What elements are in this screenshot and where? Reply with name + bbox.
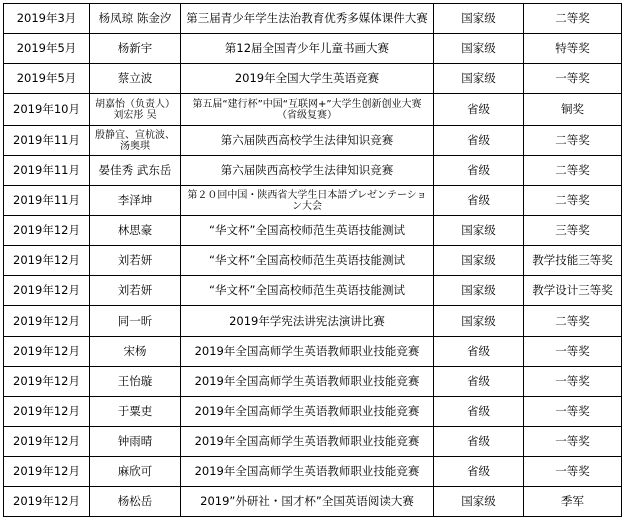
competition-cell: 2019年全国高师学生英语教师职业技能竞赛	[181, 426, 434, 456]
award-cell: 一等奖	[524, 336, 622, 366]
name-cell: 李泽坤	[90, 186, 181, 216]
table-row	[4, 306, 622, 336]
competition-cell: 第12届全国青少年儿童书画大赛	[181, 34, 434, 64]
name-cell: 麻欣可	[90, 456, 181, 486]
award-cell: 二等奖	[524, 4, 622, 34]
table-row	[4, 216, 622, 246]
date-cell: 2019年12月	[4, 486, 90, 516]
competition-cell: 第三届青少年学生法治教育优秀多媒体课件大赛	[181, 4, 434, 34]
level-cell: 国家级	[434, 216, 524, 246]
name-cell: 刘若妍	[90, 276, 181, 306]
date-cell: 2019年11月	[4, 186, 90, 216]
name-cell: 同一昕	[90, 306, 181, 336]
date-cell: 2019年12月	[4, 276, 90, 306]
award-cell: 季军	[524, 486, 622, 516]
competition-cell: “华文杯”全国高校师范生英语技能测试	[181, 246, 434, 276]
award-cell: 二等奖	[524, 126, 622, 156]
table-row	[4, 94, 622, 126]
name-cell: 蔡立波	[90, 64, 181, 94]
level-cell: 省级	[434, 186, 524, 216]
competition-cell: 第六届陕西高校学生法律知识竞赛	[181, 156, 434, 186]
name-cell: 杨凤琼 陈金汐	[90, 4, 181, 34]
competition-cell: 2019”外研社・国才杯”全国英语阅读大赛	[181, 486, 434, 516]
name-cell: 林思豪	[90, 216, 181, 246]
competition-cell: 第２０回中国・陕西省大学生日本語プレゼンテーション大会	[181, 186, 434, 216]
table-row	[4, 156, 622, 186]
date-cell: 2019年5月	[4, 64, 90, 94]
level-cell: 省级	[434, 94, 524, 126]
awards-table	[3, 3, 622, 517]
award-cell: 一等奖	[524, 426, 622, 456]
competition-cell: 2019年全国高师学生英语教师职业技能竞赛	[181, 456, 434, 486]
award-cell: 一等奖	[524, 64, 622, 94]
table-row	[4, 34, 622, 64]
level-cell: 省级	[434, 126, 524, 156]
level-cell: 国家级	[434, 276, 524, 306]
name-cell: 胡嘉怡（负责人） 刘宏彤 吴	[90, 94, 181, 126]
date-cell: 2019年12月	[4, 366, 90, 396]
level-cell: 省级	[434, 336, 524, 366]
award-cell: 二等奖	[524, 156, 622, 186]
table-row	[4, 366, 622, 396]
table-row	[4, 126, 622, 156]
table-row	[4, 426, 622, 456]
name-cell: 杨松岳	[90, 486, 181, 516]
date-cell: 2019年5月	[4, 34, 90, 64]
competition-cell: “华文杯”全国高校师范生英语技能测试	[181, 276, 434, 306]
name-cell: 殷静宜、宣杭波、汤奥琪	[90, 126, 181, 156]
date-cell: 2019年3月	[4, 4, 90, 34]
table-row	[4, 486, 622, 516]
date-cell: 2019年12月	[4, 306, 90, 336]
awards-table-body	[4, 4, 622, 517]
table-row	[4, 64, 622, 94]
competition-cell: 2019年全国大学生英语竞赛	[181, 64, 434, 94]
table-row	[4, 456, 622, 486]
name-cell: 宋杨	[90, 336, 181, 366]
competition-cell: 2019年学宪法讲宪法演讲比赛	[181, 306, 434, 336]
table-row	[4, 246, 622, 276]
competition-cell: “华文杯”全国高校师范生英语技能测试	[181, 216, 434, 246]
award-cell: 一等奖	[524, 396, 622, 426]
level-cell: 省级	[434, 456, 524, 486]
table-row	[4, 336, 622, 366]
date-cell: 2019年12月	[4, 336, 90, 366]
competition-cell: 第六届陕西高校学生法律知识竞赛	[181, 126, 434, 156]
award-cell: 一等奖	[524, 366, 622, 396]
award-cell: 二等奖	[524, 186, 622, 216]
date-cell: 2019年10月	[4, 94, 90, 126]
table-row	[4, 186, 622, 216]
name-cell: 晏佳秀 武东岳	[90, 156, 181, 186]
name-cell: 王怡璇	[90, 366, 181, 396]
competition-cell: 2019年全国高师学生英语教师职业技能竞赛	[181, 396, 434, 426]
level-cell: 国家级	[434, 306, 524, 336]
award-cell: 二等奖	[524, 306, 622, 336]
level-cell: 国家级	[434, 34, 524, 64]
competition-cell: 第五届“建行杯”中国“互联网+”大学生创新创业大赛（省级复赛）	[181, 94, 434, 126]
award-cell: 三等奖	[524, 216, 622, 246]
name-cell: 钟雨晴	[90, 426, 181, 456]
date-cell: 2019年11月	[4, 156, 90, 186]
level-cell: 省级	[434, 156, 524, 186]
competition-cell: 2019年全国高师学生英语教师职业技能竞赛	[181, 366, 434, 396]
level-cell: 省级	[434, 396, 524, 426]
level-cell: 省级	[434, 366, 524, 396]
level-cell: 国家级	[434, 64, 524, 94]
date-cell: 2019年12月	[4, 396, 90, 426]
table-row	[4, 276, 622, 306]
award-cell: 铜奖	[524, 94, 622, 126]
award-cell: 特等奖	[524, 34, 622, 64]
level-cell: 国家级	[434, 486, 524, 516]
name-cell: 于粟吏	[90, 396, 181, 426]
award-cell: 教学技能三等奖	[524, 246, 622, 276]
competition-cell: 2019年全国高师学生英语教师职业技能竞赛	[181, 336, 434, 366]
date-cell: 2019年12月	[4, 456, 90, 486]
level-cell: 国家级	[434, 4, 524, 34]
award-cell: 一等奖	[524, 456, 622, 486]
level-cell: 省级	[434, 426, 524, 456]
date-cell: 2019年11月	[4, 126, 90, 156]
award-cell: 教学设计三等奖	[524, 276, 622, 306]
table-row	[4, 396, 622, 426]
date-cell: 2019年12月	[4, 216, 90, 246]
date-cell: 2019年12月	[4, 246, 90, 276]
date-cell: 2019年12月	[4, 426, 90, 456]
table-row	[4, 4, 622, 34]
level-cell: 国家级	[434, 246, 524, 276]
name-cell: 刘若妍	[90, 246, 181, 276]
name-cell: 杨新宇	[90, 34, 181, 64]
